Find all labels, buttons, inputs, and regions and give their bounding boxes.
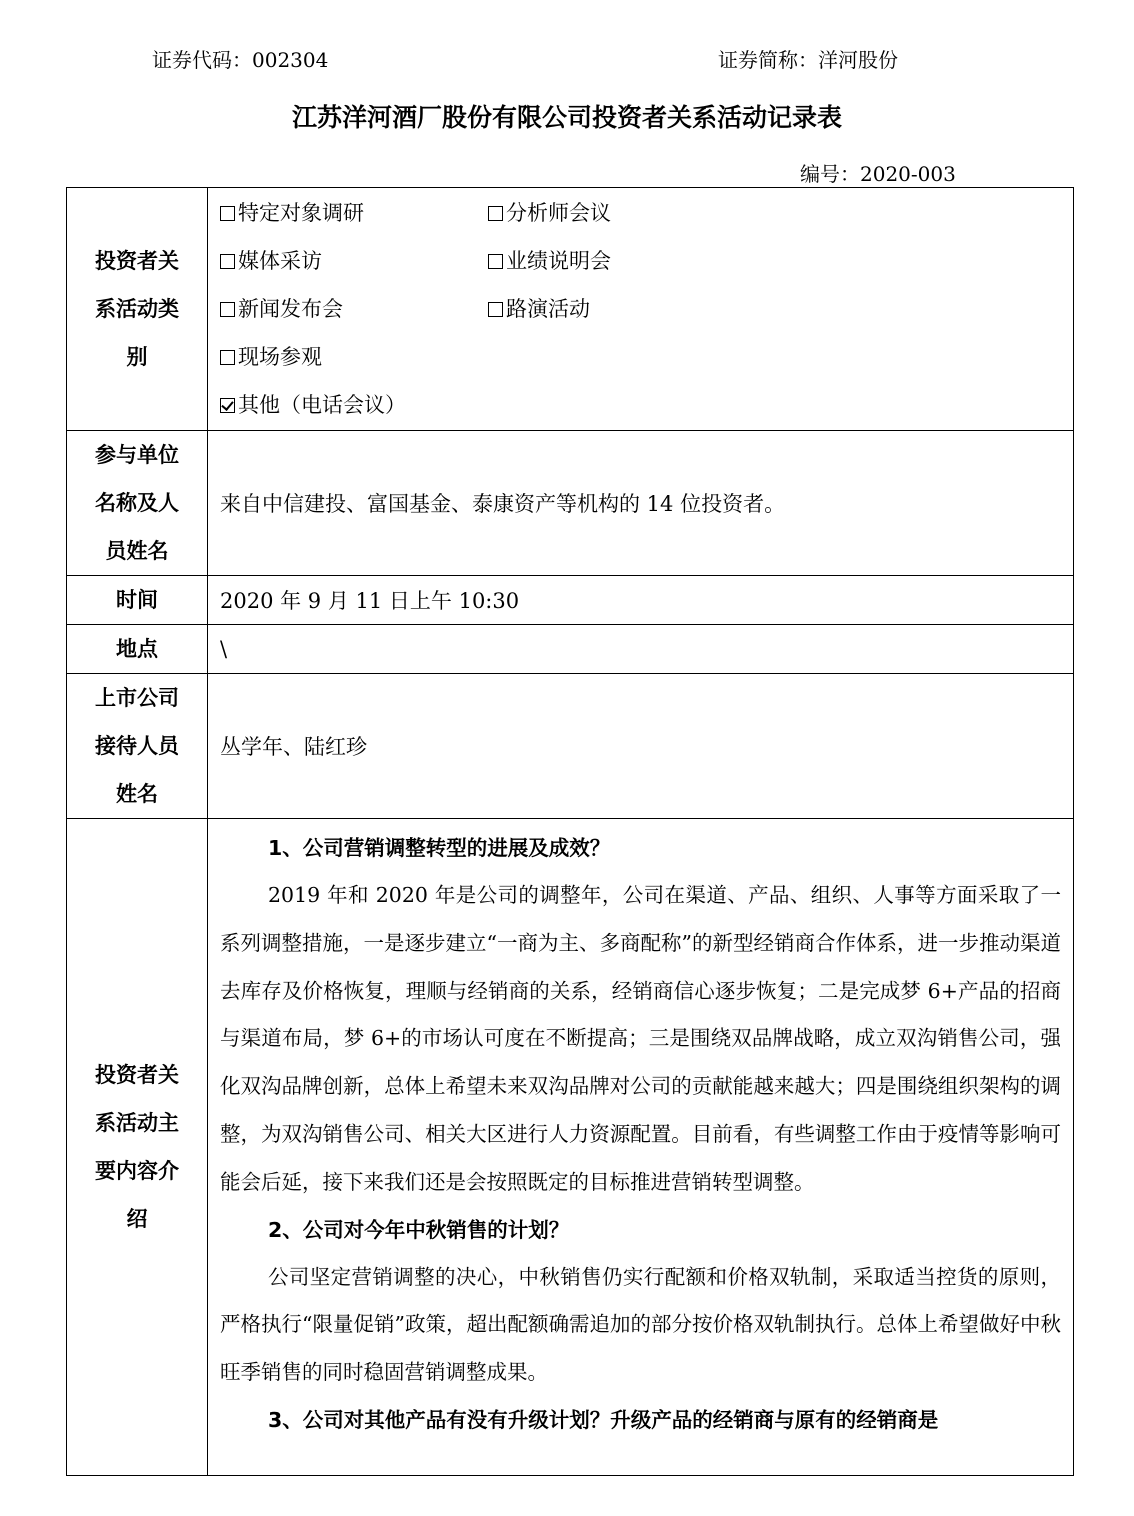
row-content bbox=[67, 819, 1074, 1476]
option-media-interview: 媒体采访 bbox=[220, 237, 488, 285]
option-analyst-meeting: 分析师会议 bbox=[488, 189, 1073, 237]
question-1: 1、公司营销调整转型的进展及成效？ bbox=[268, 836, 611, 860]
reception-value: 丛学年、陆红珍 bbox=[208, 674, 1074, 819]
answer-1: 2019 年和 2020 年是公司的调整年，公司在渠道、产品、组织、人事等方面采取了一系列调整措施，一是逐步建立“一商为主、多商配称”的新型经销商合作体系，进一步推动渠道去库存及价格恢复，理顺与经销商的关系，经销商信心逐步恢复；二是完成梦 6+产品的招商与渠道布局，梦 6+的市场认可度在不断提高；三是围绕双品牌战略，成立双沟销售公司，强化双沟品牌创新，总体上希望未来双沟品牌对公司的贡献能越来越大；四是围绕组织架构的调整，为双沟销售公司、相关大区进行人力资源配置。目前看，有些调整工作由于疫情等影响可能会后延，接下来我们还是会按照既定的目标推进营销转型调整。 bbox=[220, 883, 1061, 1194]
participants-value: 来自中信建投、富国基金、泰康资产等机构的 14 位投资者。 bbox=[208, 431, 1074, 576]
option-other-phone-call: 其他（电话会议） bbox=[220, 381, 488, 429]
answer-2: 公司坚定营销调整的决心，中秋销售仍实行配额和价格双轨制，采取适当控货的原则，严格执行“限量促销”政策，超出配额确需追加的部分按价格双轨制执行。总体上希望做好中秋旺季销售的同时稳固营销调整成果。 bbox=[220, 1264, 1061, 1385]
record-table bbox=[66, 187, 1074, 1476]
question-2: 2、公司对今年中秋销售的计划？ bbox=[268, 1217, 570, 1242]
checkbox-icon bbox=[220, 302, 235, 317]
checkbox-icon bbox=[220, 206, 235, 221]
option-specific-research: 特定对象调研 bbox=[220, 189, 488, 237]
checkbox-icon bbox=[488, 302, 503, 317]
row-participants bbox=[67, 431, 1074, 576]
row-location bbox=[67, 625, 1074, 674]
row-time bbox=[67, 576, 1074, 625]
option-roadshow: 路演活动 bbox=[488, 285, 1073, 333]
checkbox-icon bbox=[220, 254, 235, 269]
option-press-conference: 新闻发布会 bbox=[220, 285, 488, 333]
row-reception bbox=[67, 674, 1074, 819]
security-name: 证券简称：洋河股份 bbox=[718, 48, 898, 72]
reception-label: 上市公司接待人员姓名 bbox=[67, 674, 208, 819]
activity-type-label: 投资者关系活动类别 bbox=[67, 188, 208, 431]
time-value: 2020 年 9 月 11 日上午 10:30 bbox=[208, 576, 1074, 625]
checkbox-icon bbox=[488, 206, 503, 221]
participants-label: 参与单位名称及人员姓名 bbox=[67, 431, 208, 576]
checkbox-icon bbox=[220, 350, 235, 365]
location-label: 地点 bbox=[67, 625, 208, 674]
option-site-visit: 现场参观 bbox=[220, 333, 488, 381]
question-3: 3、公司对其他产品有没有升级计划？升级产品的经销商与原有的经销商是 bbox=[268, 1407, 939, 1432]
content-label: 投资者关系活动主要内容介绍 bbox=[67, 819, 208, 1476]
location-value: \ bbox=[208, 625, 1074, 674]
checkbox-icon bbox=[488, 254, 503, 269]
option-results-briefing: 业绩说明会 bbox=[488, 237, 1073, 285]
page-title: 江苏洋河酒厂股份有限公司投资者关系活动记录表 bbox=[291, 103, 842, 132]
activity-type-options bbox=[208, 188, 1074, 431]
row-activity-type bbox=[67, 188, 1074, 431]
checkbox-checked-icon bbox=[220, 398, 235, 413]
time-label: 时间 bbox=[67, 576, 208, 625]
doc-number: 编号：2020-003 bbox=[800, 162, 956, 186]
content-body bbox=[208, 819, 1074, 1476]
security-code: 证券代码：002304 bbox=[152, 48, 329, 72]
